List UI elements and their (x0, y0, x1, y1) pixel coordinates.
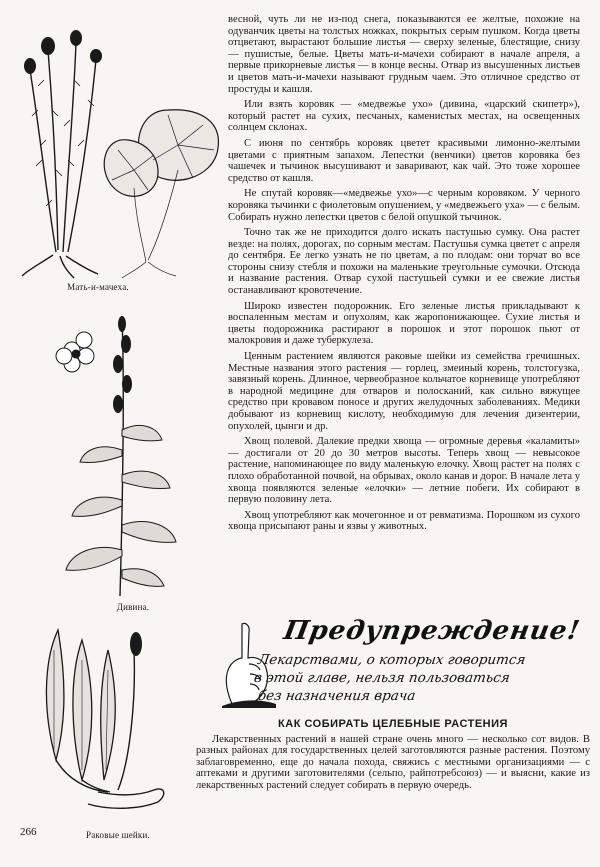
coltsfoot-drawing (18, 20, 223, 282)
warning-line-3: без назначения врача (256, 688, 417, 704)
bistort-drawing (38, 620, 188, 825)
bistort-caption: Раковые шейки. (86, 830, 150, 840)
warning-line-2: в этой главе, нельзя пользоваться (252, 670, 511, 686)
paragraph-plantain: Широко известен подорожник. Его зеленые листья прикладывают к воспаленным местам и опухолям, как жаропонижающее. Сухие листья и цветы подорожника растирают в порошок и этот порошок пьют от малокровия и даже туберкулеза. (228, 300, 580, 347)
section-body: Лекарственных растений в нашей стране очень много — несколько сот видов. В разных районах для государственных целей заготовляются разные растения. Поэтому заблаговременно, еще до начала похода, свяжись с местными организациями — с аптеками и другими заготовителями (сельпо, райпотребсоюз) — и выясни, какие из лекарственных растений следует собирать в первую очередь. (196, 733, 590, 791)
section-title: КАК СОБИРАТЬ ЦЕЛЕБНЫЕ РАСТЕНИЯ (278, 718, 508, 730)
mullein-caption: Дивина. (116, 602, 150, 612)
paragraph-horsetail-use: Хвощ употребляют как мочегонное и от ревматизма. Порошком из сухого хвоща присыпают раны и язвы у животных. (228, 509, 580, 533)
mullein-drawing (38, 310, 188, 600)
paragraph-coltsfoot: весной, чуть ли не из-под снега, показываются ее желтые, похожие на одуванчик цветы на толстых ножках, покрытых серым пушком. Когда цветы отцветают, вырастают большие листья — сверху зеленые, блестящие, снизу — пушистые, белые. Цветы мать-и-мачехи собирают в начале апреля, а первые прикорневые листья — в конце весны. Отвар из высушенных листьев и цветов мать-и-мачехи называют грудным чаем. Это отличное средство от простуды и кашля. (228, 14, 580, 95)
paragraph-mullein-intro: Или взять коровяк — «медвежье ухо» (дивина, «царский скипетр»), который растет на сухих, песчаных, каменистых местах, на освещенных солнцем склонах. (228, 99, 580, 134)
paragraph-mullein-warning: Не спутай коровяк—«медвежье ухо»—с черным коровяком. У черного коровяка тычинки с фиолетовым опушением, у «медвежьего уха» — с белым. Собирать нужно лепестки цветов с белой опушкой тычинок. (228, 188, 580, 223)
coltsfoot-illustration (18, 20, 223, 292)
paragraph-mullein-flowering: С июня по сентябрь коровяк цветет красивыми лимонно-желтыми цветами с приятным запахом. Лепестки (венчики) цветов коровяка без чашечек и тычинок высушивают и заваривают, как чай. Это тоже хорошее средство от кашля. (228, 137, 580, 184)
main-text-column (228, 14, 580, 537)
bistort-illustration (38, 620, 188, 840)
warning-line-1: Лекарствами, о которых говорится (256, 652, 527, 668)
coltsfoot-caption: Мать-и-мачеха. (67, 282, 129, 292)
paragraph-horsetail: Хвощ полевой. Далекие предки хвоща — огромные деревья «каламиты» — достигали от 20 до 30 метров высоты. Теперь хвощ — невысокое растение, напоминающее по виду маленькую елочку. Хвощ растет на полях с плохо обработанной почвой, на обрывах, около канав и дорог. В начале лета у хвоща появляются зеленые «елочки» — летние побеги. Их собирают в первую половину лета. (228, 436, 580, 506)
warning-block (218, 614, 588, 710)
warning-title: Предупреждение! (281, 616, 583, 646)
mullein-illustration (38, 310, 188, 612)
paragraph-shepherds-purse: Точно так же не приходится долго искать пастушью сумку. Она растет везде: на полях, дорогах, по сорным местам. Пастушья сумка цветет с апреля до сентября. Ее легко узнать не по цветам, а по плодам: они торчат во все стороны снизу стебля и похожи на маленькие треугольные сумочки. Отсюда и название растения. Отвар сухой пастушьей сумки и ее свежие листья останавливают кровотечение. (228, 227, 580, 297)
paragraph-bistort: Ценным растением являются раковые шейки из семейства гречишных. Местные названия этого растения — горлец, змеиный корень, толстогузка, завязный корень. Длинное, червеобразное кольчатое корневище употребляют в народной медицине для отваров и полосканий, как сильно вяжущее средство при кровавом поносе и других желудочных заболеваниях. Медики добывают из корневищ кислоту, необходимую для лечения дизентерии, опухолей, цынги и др. (228, 351, 580, 432)
collecting-section (196, 719, 590, 792)
page-number: 266 (20, 826, 37, 838)
